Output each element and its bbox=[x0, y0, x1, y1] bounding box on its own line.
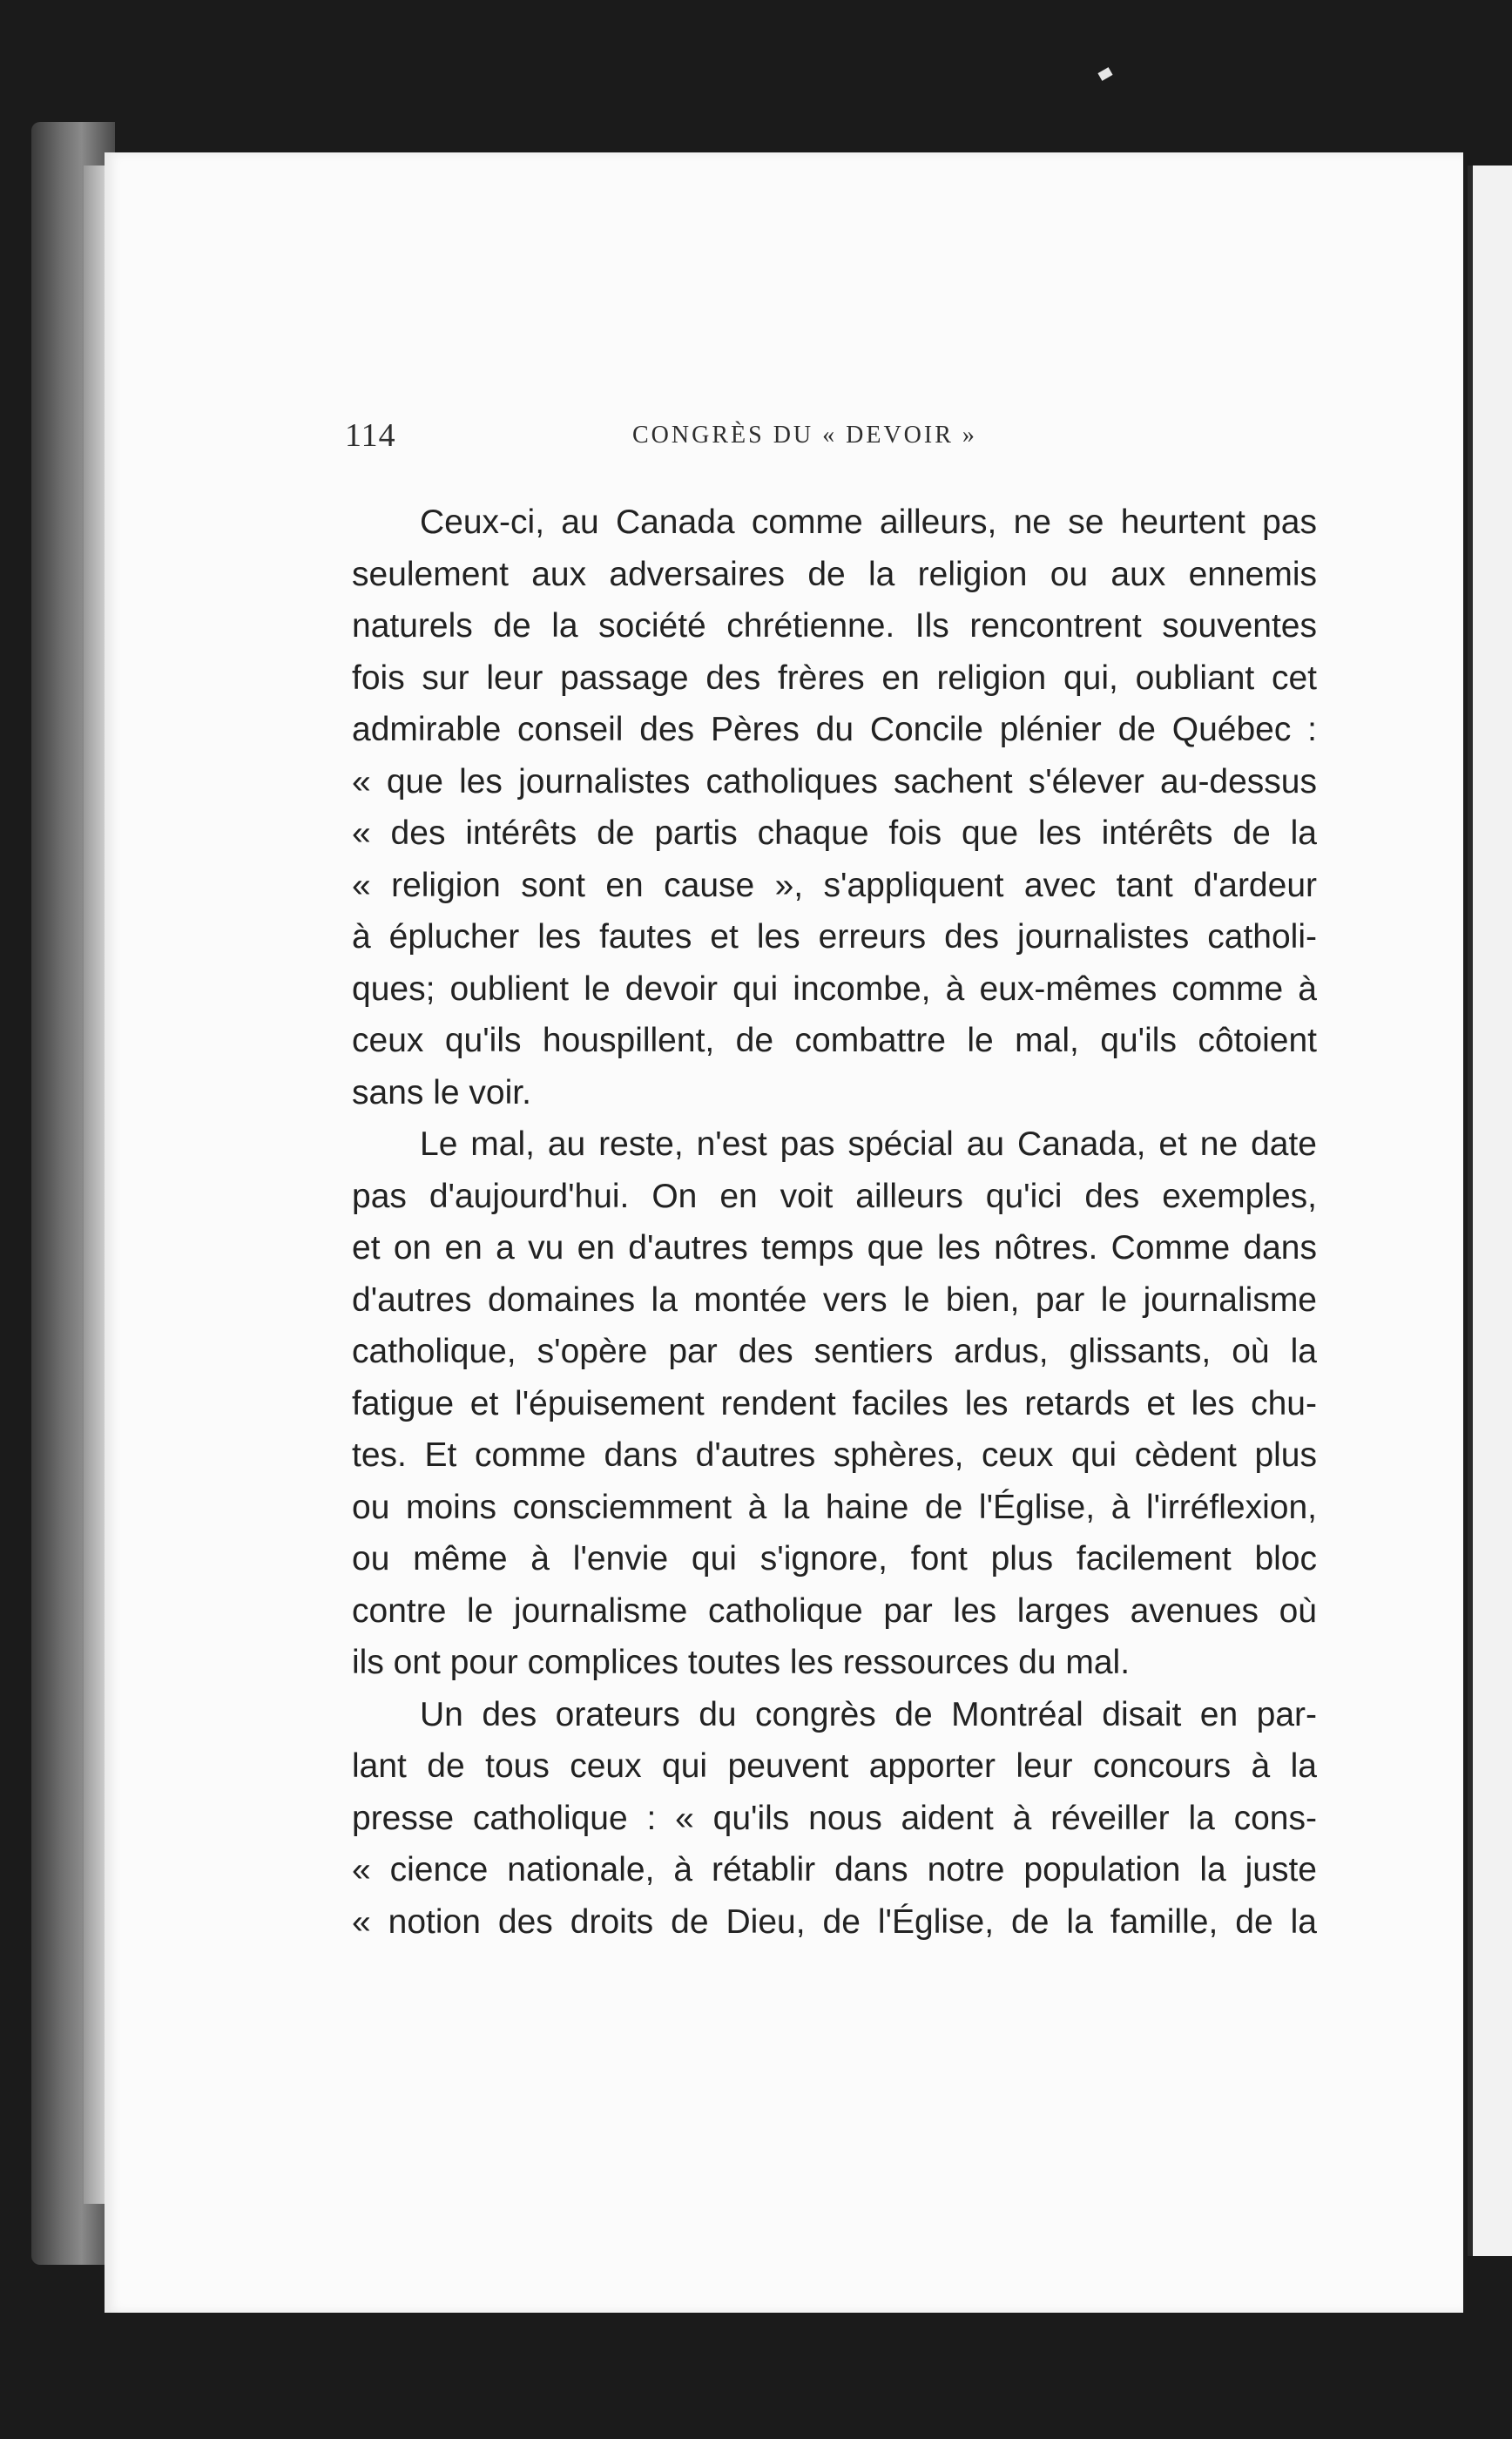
text-line: presse catholique : « qu'ils nous aident à réveiller la cons- bbox=[352, 1799, 1317, 1837]
text-line: « notion des droits de Dieu, de l'Église, de la famille, de la bbox=[352, 1902, 1317, 1941]
text-line: naturels de la société chrétienne. Ils rencontrent souventes bbox=[352, 607, 1317, 645]
text-line: « que les journalistes catholiques sachent s'élever au-dessus bbox=[352, 762, 1317, 801]
text-line: catholique, s'opère par des sentiers ardus, glissants, où la bbox=[352, 1333, 1317, 1370]
text-line: fatigue et l'épuisement rendent faciles les retards et les chu- bbox=[352, 1384, 1317, 1422]
text-line: « cience nationale, à rétablir dans notre population la juste bbox=[352, 1851, 1317, 1888]
text-line: sans le voir. bbox=[352, 1073, 531, 1111]
text-line: d'autres domaines la montée vers le bien, par le journalisme bbox=[352, 1280, 1317, 1319]
body-text bbox=[352, 497, 1317, 1948]
text-line: et on en a vu en d'autres temps que les nôtres. Comme dans bbox=[352, 1229, 1317, 1267]
scan-speck bbox=[1097, 67, 1112, 81]
text-line: à éplucher les fautes et les erreurs des journalistes catholi- bbox=[352, 918, 1317, 956]
running-head bbox=[345, 416, 1347, 469]
text-line: Ceux-ci, au Canada comme ailleurs, ne se heurtent pas bbox=[420, 503, 1317, 541]
text-line: fois sur leur passage des frères en religion qui, oubliant cet bbox=[352, 659, 1317, 697]
text-line: « religion sont en cause », s'appliquent avec tant d'ardeur bbox=[352, 866, 1317, 904]
text-line: tes. Et comme dans d'autres sphères, ceux qui cèdent plus bbox=[352, 1436, 1317, 1474]
paragraph bbox=[352, 497, 1317, 1118]
paragraph bbox=[352, 1689, 1317, 1949]
running-title: CONGRÈS DU « DEVOIR » bbox=[632, 422, 977, 449]
text-line: ils ont pour complices toutes les ressources du mal. bbox=[352, 1644, 1131, 1681]
text-line: contre le journalisme catholique par les larges avenues où bbox=[352, 1591, 1317, 1630]
text-line: ques; oublient le devoir qui incombe, à eux-mêmes comme à bbox=[352, 970, 1317, 1008]
text-line: seulement aux adversaires de la religion ou aux ennemis bbox=[352, 555, 1317, 593]
text-line: Le mal, au reste, n'est pas spécial au Canada, et ne date bbox=[420, 1125, 1317, 1163]
text-line: ceux qu'ils houspillent, de combattre le mal, qu'ils côtoient bbox=[352, 1022, 1317, 1059]
text-line: lant de tous ceux qui peuvent apporter leur concours à la bbox=[352, 1747, 1317, 1785]
page-number: 114 bbox=[345, 417, 396, 454]
paragraph bbox=[352, 1118, 1317, 1689]
text-line: « des intérêts de partis chaque fois que les intérêts de la bbox=[352, 814, 1317, 852]
text-line: ou même à l'envie qui s'ignore, font plus facilement bloc bbox=[352, 1540, 1317, 1578]
text-line: Un des orateurs du congrès de Montréal disait en par- bbox=[420, 1695, 1317, 1733]
facing-page-edge bbox=[1468, 166, 1512, 2256]
text-line: ou moins consciemment à la haine de l'Église, à l'irréflexion, bbox=[352, 1488, 1317, 1526]
text-line: pas d'aujourd'hui. On en voit ailleurs qu'ici des exemples, bbox=[352, 1177, 1317, 1215]
text-line: admirable conseil des Pères du Concile plénier de Québec : bbox=[352, 711, 1317, 748]
